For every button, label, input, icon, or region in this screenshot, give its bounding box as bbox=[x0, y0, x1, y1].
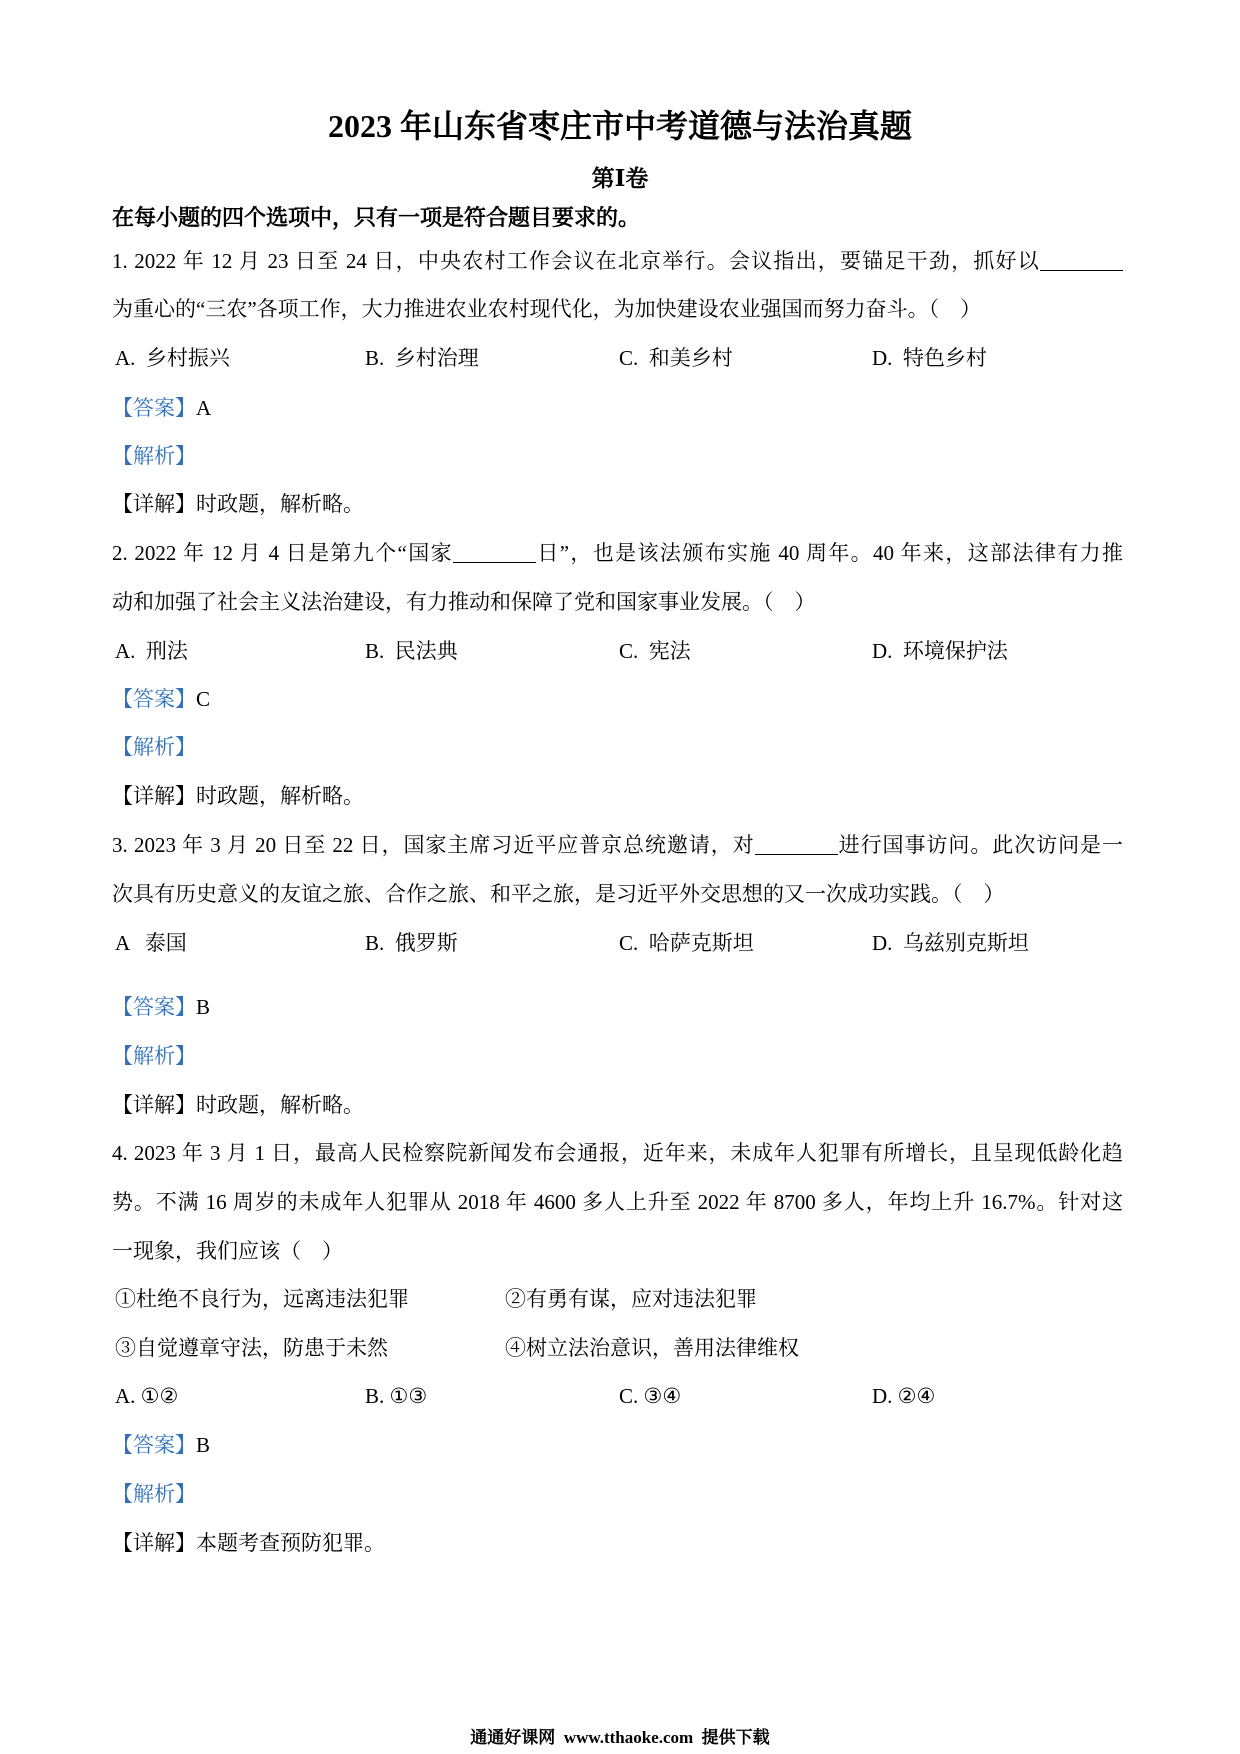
q3-text-before-blank: 3. 2023 年 3 月 20 日至 22 日，国家主席习近平应普京总统邀请，对 bbox=[112, 833, 755, 857]
q1-analysis bbox=[112, 432, 1123, 480]
q2-text-after-blank: 日”，也是该法颁布实施 40 周年。40 年来，这部法律有力推 bbox=[535, 541, 1123, 565]
q3-answer bbox=[112, 983, 1123, 1031]
detail-label: 【详解】 bbox=[112, 784, 196, 808]
q1-detail-text: 时政题，解析略。 bbox=[196, 492, 364, 516]
q3-detail-text: 时政题，解析略。 bbox=[196, 1093, 364, 1117]
q4-analysis bbox=[112, 1470, 1123, 1518]
q1-option-b: B. 乡村治理 bbox=[365, 346, 479, 370]
q2-detail bbox=[112, 772, 1123, 820]
q2-answer bbox=[112, 675, 1123, 723]
q2-line-2: 动和加强了社会主义法治建设，有力推动和保障了党和国家事业发展。（ ） bbox=[112, 590, 816, 614]
q3-line-2: 次具有历史意义的友谊之旅、合作之旅、和平之旅，是习近平外交思想的又一次成功实践。（ ） bbox=[112, 882, 1005, 906]
q1-line-1 bbox=[112, 237, 1123, 285]
answer-label: 【答案】 bbox=[112, 687, 196, 711]
q4-statement-2: ②有勇有谋，应对违法犯罪 bbox=[505, 1287, 757, 1311]
detail-label: 【详解】 bbox=[112, 1093, 196, 1117]
q3-options bbox=[112, 919, 1123, 967]
q2-option-c: C. 宪法 bbox=[619, 639, 691, 663]
q2-blank bbox=[453, 542, 536, 563]
page-footer: 通通好课网 www.tthaoke.com 提供下载 bbox=[470, 1728, 770, 1747]
section-heading: 第Ⅰ卷 bbox=[591, 166, 649, 191]
q4-statements-row-1 bbox=[112, 1275, 1123, 1323]
q1-text-before-blank: 1. 2022 年 12 月 23 日至 24 日，中央农村工作会议在北京举行。会议指出，要锚足干劲，抓好以 bbox=[112, 249, 1040, 273]
q4-option-c: C. ③④ bbox=[619, 1384, 682, 1408]
q4-detail-text: 本题考查预防犯罪。 bbox=[196, 1531, 385, 1555]
q4-detail bbox=[112, 1519, 1123, 1567]
q3-option-a: A 泰国 bbox=[115, 931, 187, 955]
q1-detail bbox=[112, 480, 1123, 528]
q4-statement-1: ①杜绝不良行为，远离违法犯罪 bbox=[115, 1287, 409, 1311]
q2-options bbox=[112, 627, 1123, 675]
q2-text-before-blank: 2. 2022 年 12 月 4 日是第九个“国家 bbox=[112, 541, 453, 565]
q3-answer-value: B bbox=[196, 995, 211, 1019]
q4-answer bbox=[112, 1421, 1123, 1469]
q2-answer-value: C bbox=[196, 687, 211, 711]
q1-blank bbox=[1040, 250, 1123, 271]
q3-analysis bbox=[112, 1032, 1123, 1080]
q1-answer bbox=[112, 384, 1123, 432]
q4-statement-4: ④树立法治意识，善用法律维权 bbox=[505, 1336, 799, 1360]
analysis-label: 【解析】 bbox=[112, 735, 196, 759]
q3-blank bbox=[755, 834, 838, 855]
q1-option-a: A. 乡村振兴 bbox=[115, 346, 230, 370]
q3-option-c: C. 哈萨克斯坦 bbox=[619, 931, 754, 955]
q1-option-d: D. 特色乡村 bbox=[872, 346, 987, 370]
q2-analysis bbox=[112, 723, 1123, 771]
q3-line-1 bbox=[112, 821, 1123, 869]
q2-option-b: B. 民法典 bbox=[365, 639, 458, 663]
q4-line-1: 4. 2023 年 3 月 1 日，最高人民检察院新闻发布会通报，近年来，未成年人犯罪有所增长，且呈现低龄化趋 bbox=[112, 1141, 1123, 1165]
q3-text-after-blank: 进行国事访问。此次访问是一 bbox=[837, 833, 1124, 857]
instruction-text: 在每小题的四个选项中，只有一项是符合题目要求的。 bbox=[112, 205, 641, 230]
q2-detail-text: 时政题，解析略。 bbox=[196, 784, 364, 808]
q4-option-b: B. ①③ bbox=[365, 1384, 428, 1408]
detail-label: 【详解】 bbox=[112, 1531, 196, 1555]
q1-options bbox=[112, 334, 1123, 382]
q4-option-a: A. ①② bbox=[115, 1384, 179, 1408]
q3-option-b: B. 俄罗斯 bbox=[365, 931, 458, 955]
analysis-label: 【解析】 bbox=[112, 1482, 196, 1506]
q1-option-c: C. 和美乡村 bbox=[619, 346, 733, 370]
q4-statement-3: ③自觉遵章守法，防患于未然 bbox=[115, 1336, 388, 1360]
q3-option-d: D. 乌兹别克斯坦 bbox=[872, 931, 1029, 955]
q3-detail bbox=[112, 1081, 1123, 1129]
detail-label: 【详解】 bbox=[112, 492, 196, 516]
q4-line-3: 一现象，我们应该（ ） bbox=[112, 1239, 343, 1263]
q4-line-2: 势。不满 16 周岁的未成年人犯罪从 2018 年 4600 多人上升至 2022 年 8700 多人，年均上升 16.7%。针对这 bbox=[112, 1190, 1123, 1214]
page-title: 2023 年山东省枣庄市中考道德与法治真题 bbox=[327, 108, 912, 144]
answer-label: 【答案】 bbox=[112, 1433, 196, 1457]
analysis-label: 【解析】 bbox=[112, 444, 196, 468]
q4-statements-row-2 bbox=[112, 1324, 1123, 1372]
q2-option-a: A. 刑法 bbox=[115, 639, 188, 663]
q4-options bbox=[112, 1372, 1123, 1420]
q1-answer-value: A bbox=[196, 396, 212, 420]
q1-line-2: 为重心的“三农”各项工作，大力推进农业农村现代化，为加快建设农业强国而努力奋斗。（ ） bbox=[112, 297, 982, 321]
q4-option-d: D. ②④ bbox=[872, 1384, 936, 1408]
answer-label: 【答案】 bbox=[112, 396, 196, 420]
q4-answer-value: B bbox=[196, 1433, 211, 1457]
analysis-label: 【解析】 bbox=[112, 1044, 196, 1068]
q2-line-1 bbox=[112, 529, 1123, 577]
answer-label: 【答案】 bbox=[112, 995, 196, 1019]
q2-option-d: D. 环境保护法 bbox=[872, 639, 1008, 663]
